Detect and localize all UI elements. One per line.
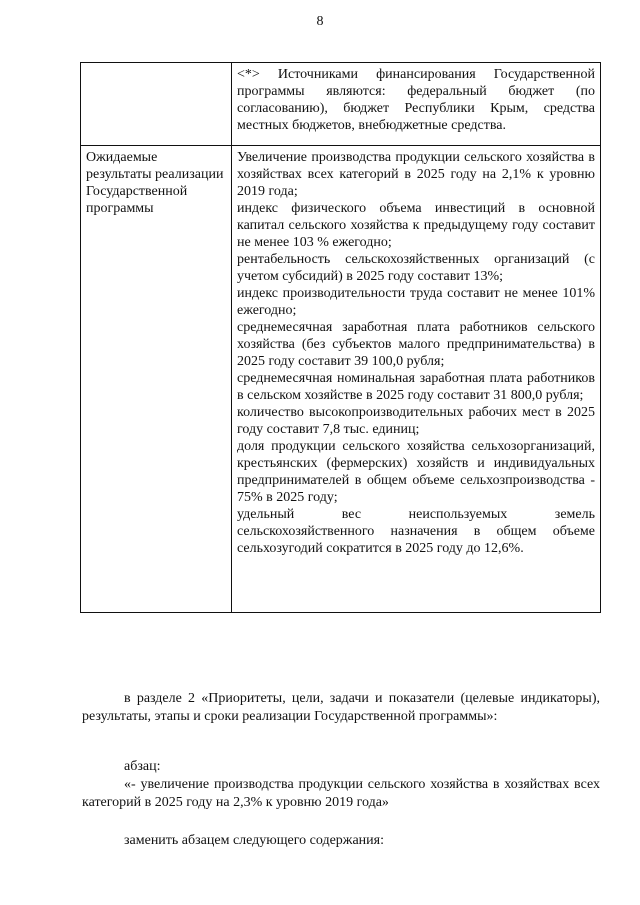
financing-sources-note: <*> Источниками финансирования Государственной программы являются: федеральный бюджет (по согласованию), бюджет Республики Крым, средства местных бюджетов, внебюджетные средства. — [232, 63, 601, 146]
abzac-label: абзац: — [124, 759, 161, 774]
list-item: количество высокопроизводительных рабочих мест в 2025 году составит 7,8 тыс. единиц; — [237, 405, 595, 437]
table-cell-label — [81, 63, 232, 146]
list-item: удельный вес неиспользуемых земель сельскохозяйственного назначения в общем объеме сельхозугодий сократится в 2025 году до 12,6%. — [237, 507, 595, 556]
table-row — [81, 63, 601, 146]
list-item: рентабельность сельскохозяйственных организаций (с учетом субсидий) в 2025 году составит 13%; — [237, 252, 595, 284]
list-item: индекс физического объема инвестиций в основной капитал сельского хозяйства к предыдущему году составит не менее 103 % ежегодно; — [237, 201, 595, 250]
list-item: среднемесячная заработная плата работников сельского хозяйства (без субъектов малого предпринимательства) в 2025 году составит 39 100,0 рубля; — [237, 320, 595, 369]
expected-results-list — [232, 146, 601, 613]
page-number: 8 — [316, 14, 324, 29]
expected-results-label: Ожидаемые результаты реализации Государственной программы — [81, 146, 232, 613]
quoted-paragraph: «- увеличение производства продукции сельского хозяйства в хозяйствах всех категорий в 2025 году на 2,3% к уровню 2019 года» — [82, 777, 600, 810]
section-intro-paragraph: в разделе 2 «Приоритеты, цели, задачи и показатели (целевые индикаторы), результаты, этапы и сроки реализации Государственной программы»: — [82, 691, 600, 724]
table-row — [81, 146, 601, 613]
replace-instruction: заменить абзацем следующего содержания: — [124, 833, 384, 848]
program-passport-table — [80, 62, 601, 613]
list-item: доля продукции сельского хозяйства сельхозорганизаций, крестьянских (фермерских) хозяйств и индивидуальных предпринимателей в общем объеме сельхозпроизводства - 75% в 2025 году; — [237, 439, 595, 505]
list-item: среднемесячная номинальная заработная плата работников в сельском хозяйстве в 2025 году составит 31 800,0 рубля; — [237, 371, 595, 403]
list-item: Увеличение производства продукции сельского хозяйства в хозяйствах всех категорий в 2025 году на 2,1% к уровню 2019 года; — [237, 150, 595, 199]
list-item: индекс производительности труда составит не менее 101% ежегодно; — [237, 286, 595, 318]
